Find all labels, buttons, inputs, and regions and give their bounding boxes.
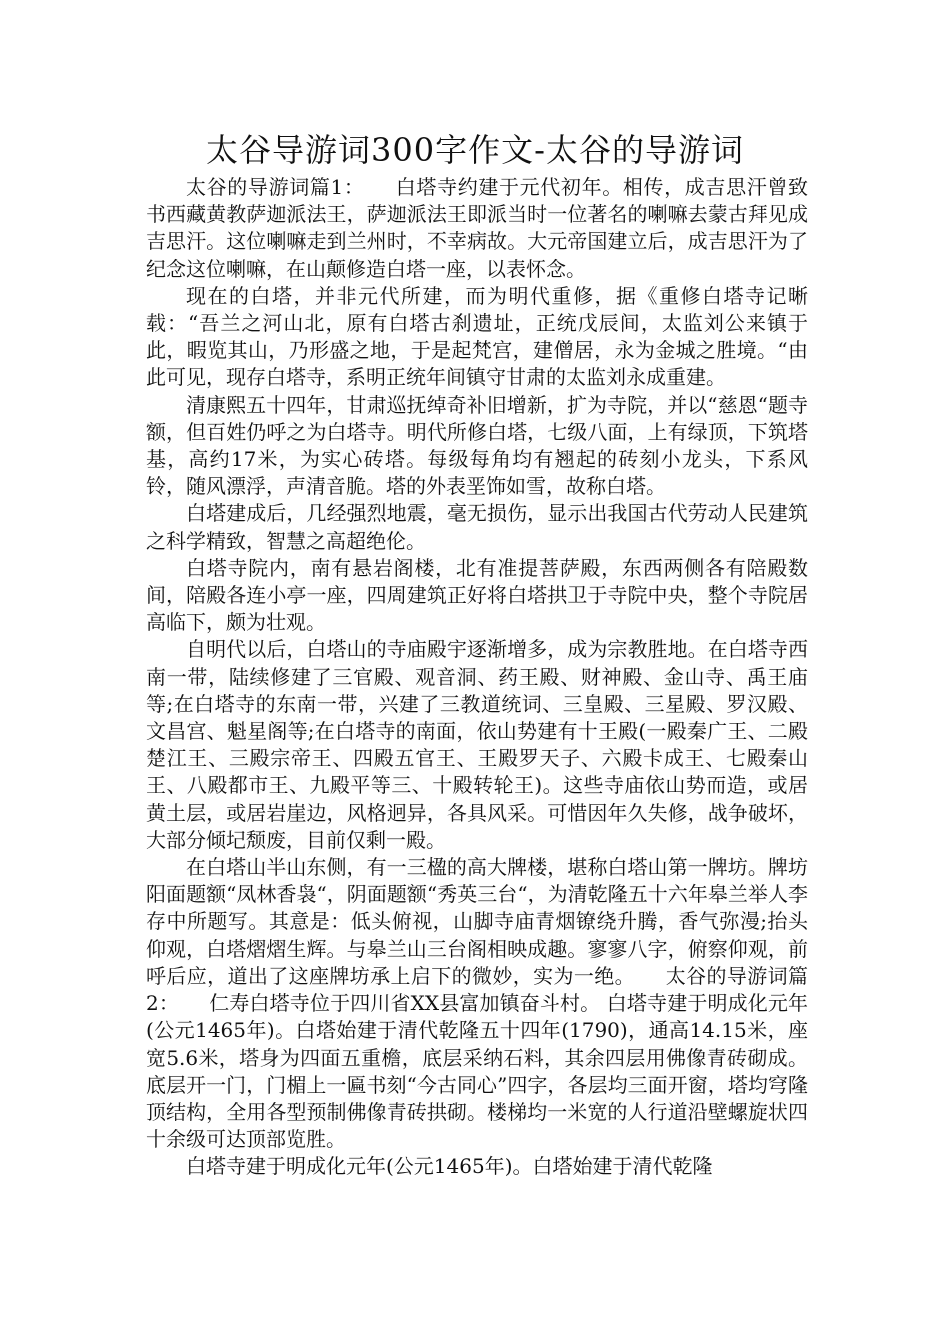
paragraph-1: 太谷的导游词篇1： 白塔寺约建于元代初年。相传，成吉思汗曾致书西藏黄教萨迦派法王，萨迦派法王即派当时一位著名的喇嘛去蒙古拜见成吉思汗。这位喇嘛走到兰州时，不幸病故。大元帝国建立后，成吉思汗为了纪念这位喇嘛，在山颠修造白塔一座，以表怀念。: [146, 175, 808, 281]
paragraph-2: 现在的白塔，并非元代所建，而为明代重修，据《重修白塔寺记晰载：“吾兰之河山北，原有白塔古刹遗址，正统戊辰间，太监刘公来镇于此，暇览其山，乃形盛之地，于是起梵宫，建僧居，永为金城之胜境。“由此可见，现存白塔寺，系明正统年间镇守甘肃的太监刘永成重建。: [146, 283, 808, 390]
document-title: 太谷导游词300字作文-太谷的导游词: [206, 131, 744, 169]
paragraph-7: 在白塔山半山东侧，有一三楹的高大牌楼，堪称白塔山第一牌坊。牌坊阳面题额“凤林香袅“，阴面题额“秀英三台“，为清乾隆五十六年皋兰举人李存中所题写。其意是：低头俯视，山脚寺庙青烟镣绕升腾，香气弥漫;抬头仰观，白塔熠熠生辉。与皋兰山三台阁相映成趣。寥寥八字，俯察仰观，前呼后应，道出了这座牌坊承上启下的微妙，实为一绝。 太谷的导游词篇2： 仁寿白塔寺位于四川省XX县富加镇奋斗村。 白塔寺建于明成化元年(公元1465年)。白塔始建于清代乾隆五十四年(1790)，通高14.15米，座宽5.6米，塔身为四面五重檐，底层采纳石料，其余四层用佛像青砖砌成。底层开一门，门楣上一匾书刻“今古同心”四字，各层均三面开窗，塔均穹隆顶结构，全用各型预制佛像青砖拱砌。楼梯均一米宽的人行道沿壁螺旋状四十余级可达顶部览胜。: [146, 855, 808, 1152]
paragraph-6: 自明代以后，白塔山的寺庙殿宇逐渐增多，成为宗教胜地。在白塔寺西南一带，陆续修建了三官殿、观音洞、药王殿、财神殿、金山寺、禹王庙等;在白塔寺的东南一带，兴建了三教道统词、三皇殿、三星殿、罗汉殿、文昌宫、魁星阁等;在白塔寺的南面，依山势建有十王殿(一殿秦广王、二殿楚江王、三殿宗帝王、四殿五官王、王殿罗天子、六殿卡成王、七殿秦山王、八殿都市王、九殿平等三、十殿转轮王)。这些寺庙依山势而造，或居黄土层，或居岩崖边，风格迥异，各具风采。可惜因年久失修，战争破坏，大部分倾圮颓废，目前仅剩一殿。: [146, 637, 808, 852]
paragraph-5: 白塔寺院内，南有悬岩阁楼，北有准提菩萨殿，东西两侧各有陪殿数间，陪殿各连小亭一座，四周建筑正好将白塔拱卫于寺院中央，整个寺院居高临下，颇为壮观。: [146, 555, 808, 635]
paragraph-4: 白塔建成后，几经强烈地震，毫无损伤，显示出我国古代劳动人民建筑之科学精致，智慧之高超绝伦。: [146, 501, 808, 553]
paragraph-3: 清康熙五十四年，甘肃巡抚绰奇补旧增新，扩为寺院，并以“慈恩“题寺额，但百姓仍呼之为白塔寺。明代所修白塔，七级八面，上有绿顶，下筑塔基，高约17米，为实心砖塔。每级每角均有翘起的砖刻小龙头，下系风铃，随风漂浮，声清音脆。塔的外表垩饰如雪，故称白塔。: [146, 392, 808, 499]
document-body: [146, 174, 808, 1181]
paragraph-8: 白塔寺建于明成化元年(公元1465年)。白塔始建于清代乾隆: [186, 1154, 713, 1179]
